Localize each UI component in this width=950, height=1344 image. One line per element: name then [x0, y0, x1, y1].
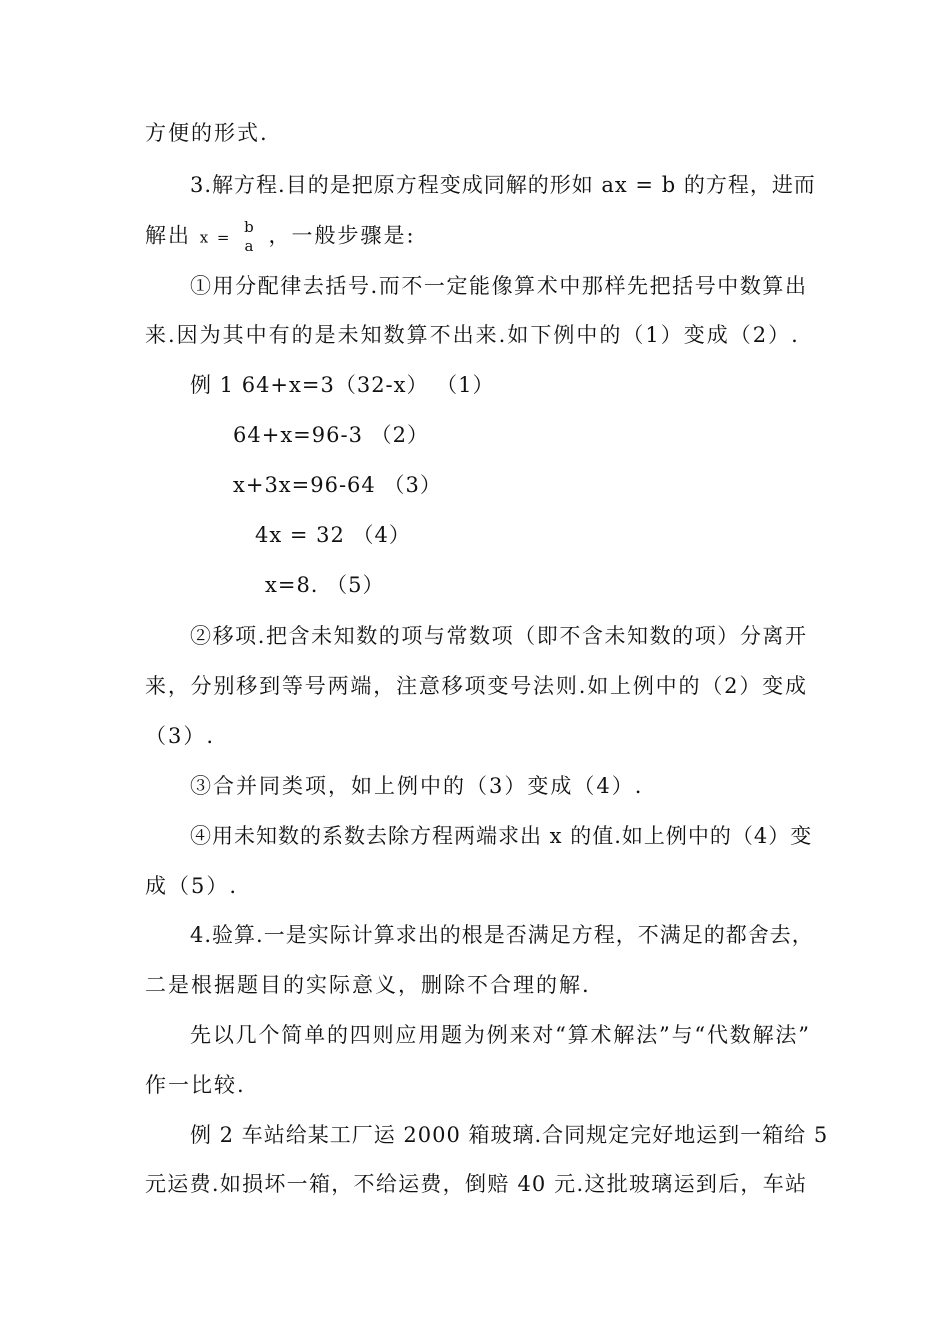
fraction-numerator: b: [244, 218, 256, 236]
equation-line: x+3x=96-64 （3）: [233, 473, 442, 497]
text-line: ②移项.把含未知数的项与常数项（即不含未知数的项）分离开: [190, 624, 807, 648]
text-segment: ，一般步骤是:: [268, 223, 416, 248]
equation-line: x=8. （5）: [265, 573, 385, 597]
text-segment: 解出: [145, 223, 191, 248]
text-line: （3）.: [145, 724, 216, 748]
fraction-denominator: a: [244, 237, 256, 255]
text-line: 作一比较.: [145, 1073, 246, 1097]
equation-line: 4x = 32 （4）: [255, 523, 411, 547]
text-line: 4.验算.一是实际计算求出的根是否满足方程，不满足的都舍去，: [190, 923, 814, 947]
text-line: 3.解方程.目的是把原方程变成同解的形如 ax = b 的方程，进而: [190, 173, 816, 197]
text-line: ③合并同类项，如上例中的（3）变成（4）.: [190, 774, 644, 798]
text-line: 例 2 车站给某工厂运 2000 箱玻璃.合同规定完好地运到一箱给 5: [190, 1123, 829, 1147]
text-line: 元运费.如损坏一箱，不给运费，倒赔 40 元.这批玻璃运到后，车站: [145, 1172, 807, 1196]
text-line: 来，分别移到等号两端，注意移项变号法则.如上例中的（2）变成: [145, 674, 807, 698]
equation-lhs: x =: [199, 228, 232, 247]
text-line: ④用未知数的系数去除方程两端求出 x 的值.如上例中的（4）变: [190, 824, 813, 848]
text-line: 方便的形式.: [145, 121, 269, 145]
text-line: 成（5）.: [145, 874, 239, 898]
text-line: 来.因为其中有的是未知数算不出来.如下例中的（1）变成（2）.: [145, 323, 800, 347]
equation-line: 64+x=96-3 （2）: [233, 423, 429, 447]
text-line: 先以几个简单的四则应用题为例来对“算术解法”与“代数解法”: [190, 1023, 810, 1047]
text-line: ①用分配律去括号.而不一定能像算术中那样先把括号中数算出: [190, 274, 807, 298]
fraction: [244, 218, 256, 256]
text-line: 二是根据题目的实际意义，删除不合理的解.: [145, 973, 591, 997]
equation-line: 例 1 64+x=3（32-x） （1）: [190, 373, 495, 397]
text-line-with-fraction: [145, 218, 416, 256]
